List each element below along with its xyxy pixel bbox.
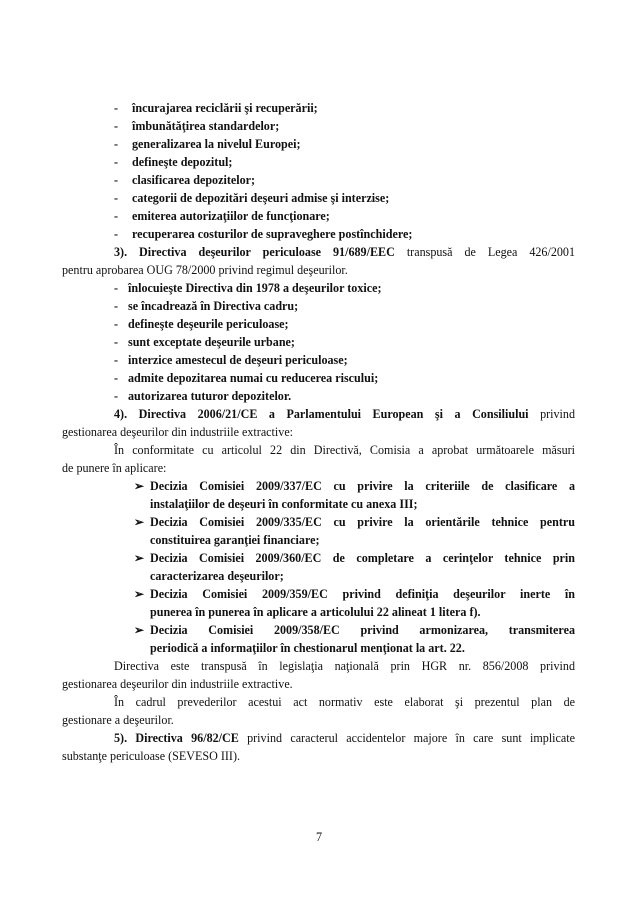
decision-item: ➢ Decizia Comisiei 2009/335/EC cu privire la orientările tehnice pentru bbox=[134, 515, 575, 529]
paragraph-directive-96-82 bbox=[62, 729, 575, 765]
paragraph-line: În cadrul prevederilor acestui act normativ este elaborat şi prezentul plan de bbox=[114, 695, 575, 709]
paragraph-line: 4). Directiva 2006/21/CE a Parlamentului European şi a Consiliului privind bbox=[114, 407, 575, 421]
list-item: - încurajarea reciclării şi recuperării; bbox=[114, 101, 318, 115]
objectives-list bbox=[62, 99, 575, 243]
arrow-bullet-icon: ➢ bbox=[134, 587, 145, 601]
list-item: - emiterea autorizaţiilor de funcţionare; bbox=[114, 209, 330, 223]
list-item: - defineşte depozitul; bbox=[114, 155, 233, 169]
commission-decisions-list bbox=[62, 477, 575, 657]
paragraph-line: Directiva este transpusă în legislaţia naţională prin HGR nr. 856/2008 privind bbox=[114, 659, 575, 673]
paragraph-line: substanţe periculoase (SEVESO III). bbox=[62, 749, 240, 763]
paragraph-directive-2006-21 bbox=[62, 405, 575, 441]
list-item: - interzice amestecul de deşeuri periculoase; bbox=[114, 353, 348, 367]
list-item: - admite depozitarea numai cu reducerea riscului; bbox=[114, 371, 379, 385]
paragraph-line: 3). Directiva deşeurilor periculoase 91/689/EEC transpusă de Legea 426/2001 bbox=[114, 245, 576, 259]
paragraph-line: În conformitate cu articolul 22 din Directivă, Comisia a aprobat următoarele măsuri bbox=[114, 443, 575, 457]
decision-item: ➢ Decizia Comisiei 2009/359/EC privind definiţia deşeurilor inerte în bbox=[134, 587, 575, 601]
list-item: - defineşte deşeurile periculoase; bbox=[114, 317, 289, 331]
paragraph-commission-measures bbox=[62, 441, 575, 477]
list-item: - autorizarea tuturor depozitelor. bbox=[114, 389, 292, 403]
arrow-bullet-icon: ➢ bbox=[134, 551, 145, 565]
list-item: - categorii de depozitări deşeuri admise şi interzise; bbox=[114, 191, 390, 205]
paragraph-line: gestionarea deşeurilor din industriile extractive. bbox=[62, 677, 293, 691]
decision-item-continuation: instalaţiilor de deşeuri în conformitate cu anexa III; bbox=[150, 497, 418, 511]
list-item: - clasificarea depozitelor; bbox=[114, 173, 256, 187]
arrow-bullet-icon: ➢ bbox=[134, 515, 145, 529]
directive-provisions-list bbox=[62, 279, 575, 405]
list-item: - înlocuieşte Directiva din 1978 a deşeurilor toxice; bbox=[114, 281, 382, 295]
decision-item: ➢ Decizia Comisiei 2009/360/EC de completare a cerinţelor tehnice prin bbox=[134, 551, 575, 565]
page-number: 7 bbox=[315, 830, 323, 844]
paragraph-transposition bbox=[62, 657, 575, 693]
decision-item: ➢ Decizia Comisiei 2009/337/EC cu privire la criteriile de clasificare a bbox=[134, 479, 575, 493]
decision-item-continuation: constituirea garanţiei financiare; bbox=[150, 533, 320, 547]
decision-item: ➢ Decizia Comisiei 2009/358/EC privind armonizarea, transmiterea bbox=[134, 623, 575, 637]
paragraph-line: pentru aprobarea OUG 78/2000 privind regimul deşeurilor. bbox=[62, 263, 348, 277]
arrow-bullet-icon: ➢ bbox=[134, 623, 145, 637]
paragraph-line: 5). Directiva 96/82/CE privind caracterul accidentelor majore în care sunt implicate bbox=[114, 731, 575, 745]
decision-item-continuation: punerea în punerea în aplicare a articolului 22 alineat 1 litera f). bbox=[150, 605, 481, 619]
decision-item-continuation: periodică a informaţiilor în chestionarul menţionat la art. 22. bbox=[150, 641, 465, 655]
decision-item-continuation: caracterizarea deşeurilor; bbox=[150, 569, 284, 583]
list-item: - sunt exceptate deşeurile urbane; bbox=[114, 335, 295, 349]
list-item: - generalizarea la nivelul Europei; bbox=[114, 137, 301, 151]
list-item: - se încadrează în Directiva cadru; bbox=[114, 299, 299, 313]
paragraph-line: de punere în aplicare: bbox=[62, 461, 167, 475]
list-item: - recuperarea costurilor de supraveghere postînchidere; bbox=[114, 227, 413, 241]
list-item: - îmbunătăţirea standardelor; bbox=[114, 119, 280, 133]
page-content bbox=[62, 99, 575, 765]
paragraph-management-plan bbox=[62, 693, 575, 729]
paragraph-directive-91-689 bbox=[62, 243, 575, 279]
arrow-bullet-icon: ➢ bbox=[134, 479, 145, 493]
paragraph-line: gestionare a deşeurilor. bbox=[62, 713, 174, 727]
paragraph-line: gestionarea deşeurilor din industriile extractive: bbox=[62, 425, 294, 439]
